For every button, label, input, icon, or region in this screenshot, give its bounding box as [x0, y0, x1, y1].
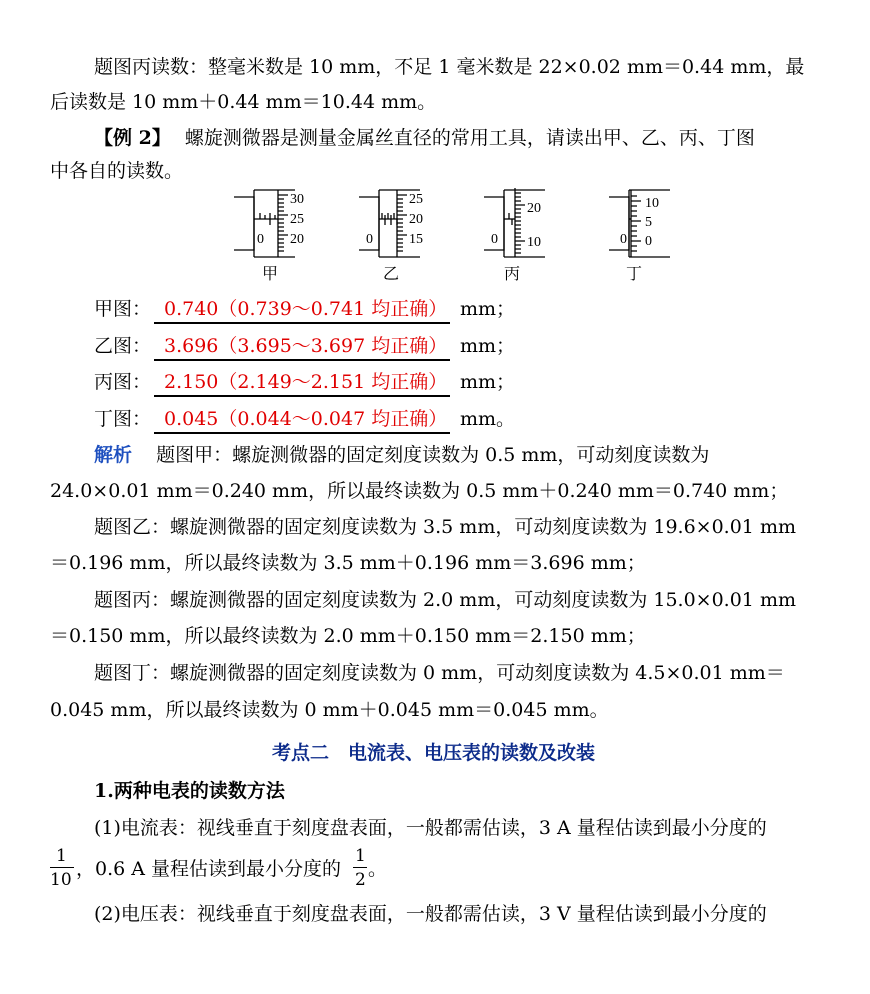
subsection-title: 1.两种电表的读数方法 — [94, 780, 285, 802]
analysis-text: ＝0.150 mm，所以最终读数为 2.0 mm＋0.150 mm＝2.150 mm； — [50, 625, 646, 647]
tick-label: 20 — [527, 201, 541, 216]
fraction-denominator: 10 — [50, 870, 72, 890]
text-line: 题图丙读数：整毫米数是 10 mm，不足 1 毫米数是 22×0.02 mm＝0.44 mm，最 — [94, 56, 805, 78]
answer-value: 0.740（0.739～0.741 均正确） — [164, 298, 448, 320]
paragraph: (1)电流表：视线垂直于刻度盘表面，一般都需估读，3 A 量程估读到最小分度的 — [94, 817, 767, 839]
analysis-text: ＝0.196 mm，所以最终读数为 3.5 mm＋0.196 mm＝3.696 mm； — [50, 552, 646, 574]
fraction-denominator: 2 — [355, 870, 366, 890]
paragraph: (2)电压表：视线垂直于刻度盘表面，一般都需估读，3 V 量程估读到最小分度的 — [94, 903, 767, 925]
paragraph-text: ，0.6 A 量程估读到最小分度的 — [76, 858, 342, 880]
example-text: 螺旋测微器是测量金属丝直径的常用工具，请读出甲、乙、丙、丁图 — [184, 127, 755, 149]
zero-label: 0 — [257, 232, 264, 247]
answer-value: 3.696（3.695～3.697 均正确） — [164, 335, 448, 357]
tick-label: 30 — [290, 192, 304, 207]
text-line: 后读数是 10 mm＋0.44 mm＝10.44 mm。 — [50, 91, 437, 113]
caption-jia: 甲 — [262, 264, 279, 283]
zero-label: 0 — [620, 232, 627, 247]
answer-unit: mm； — [460, 335, 516, 357]
caption-yi: 乙 — [383, 264, 400, 283]
paragraph — [76, 856, 341, 882]
caption-ding: 丁 — [626, 264, 643, 283]
fraction-numerator: 1 — [355, 846, 366, 866]
tick-label: 10 — [645, 196, 659, 211]
analysis-tag: 解析 — [94, 444, 133, 466]
tick-label: 25 — [409, 192, 423, 207]
fraction-numerator: 1 — [56, 846, 67, 866]
zero-label: 0 — [491, 232, 498, 247]
fraction-bar — [50, 867, 74, 868]
analysis-line — [94, 442, 709, 468]
tick-label: 25 — [290, 212, 304, 227]
section-title: 考点二 电流表、电压表的读数及改装 — [272, 742, 596, 764]
answer-label: 乙图： — [94, 335, 152, 357]
micrometer-diagrams — [220, 185, 700, 285]
analysis-text: 题图丁：螺旋测微器的固定刻度读数为 0 mm，可动刻度读数为 4.5×0.01 mm＝ — [94, 662, 785, 684]
example-line — [94, 125, 755, 151]
answer-label: 丁图： — [94, 408, 152, 430]
answer-unit: mm； — [460, 298, 516, 320]
answer-label: 甲图： — [94, 298, 152, 320]
analysis-text: 0.045 mm，所以最终读数为 0 mm＋0.045 mm＝0.045 mm。 — [50, 699, 609, 721]
fraction-bar — [353, 867, 367, 868]
paragraph-end: 。 — [368, 858, 388, 880]
tick-label: 10 — [527, 235, 541, 250]
answer-value: 0.045（0.044～0.047 均正确） — [164, 408, 448, 430]
answer-label: 丙图： — [94, 371, 152, 393]
example-tag: 【例 2】 — [94, 127, 171, 149]
analysis-text: 题图乙：螺旋测微器的固定刻度读数为 3.5 mm，可动刻度读数为 19.6×0.01 mm — [94, 516, 796, 538]
caption-bing: 丙 — [504, 264, 521, 283]
micrometer-figure — [220, 185, 700, 285]
tick-label: 20 — [409, 212, 423, 227]
analysis-text: 24.0×0.01 mm＝0.240 mm，所以最终读数为 0.5 mm＋0.240 mm＝0.740 mm； — [50, 480, 789, 502]
answer-row-ding — [94, 406, 516, 432]
tick-label: 20 — [290, 232, 304, 247]
answer-unit: mm； — [460, 371, 516, 393]
tick-label: 0 — [645, 234, 652, 249]
text-line: 中各自的读数。 — [50, 160, 184, 182]
answer-row-jia — [94, 296, 516, 322]
answer-value: 2.150（2.149～2.151 均正确） — [164, 371, 448, 393]
tick-label: 15 — [409, 232, 423, 247]
analysis-text: 题图丙：螺旋测微器的固定刻度读数为 2.0 mm，可动刻度读数为 15.0×0.01 mm — [94, 589, 796, 611]
tick-label: 5 — [645, 215, 652, 230]
micrometer-ding — [609, 190, 670, 257]
micrometer-jia — [234, 190, 295, 257]
answer-unit: mm。 — [460, 408, 516, 430]
answer-row-bing — [94, 369, 516, 395]
analysis-text: 题图甲：螺旋测微器的固定刻度读数为 0.5 mm，可动刻度读数为 — [156, 444, 710, 466]
zero-label: 0 — [366, 232, 373, 247]
answer-row-yi — [94, 333, 516, 359]
